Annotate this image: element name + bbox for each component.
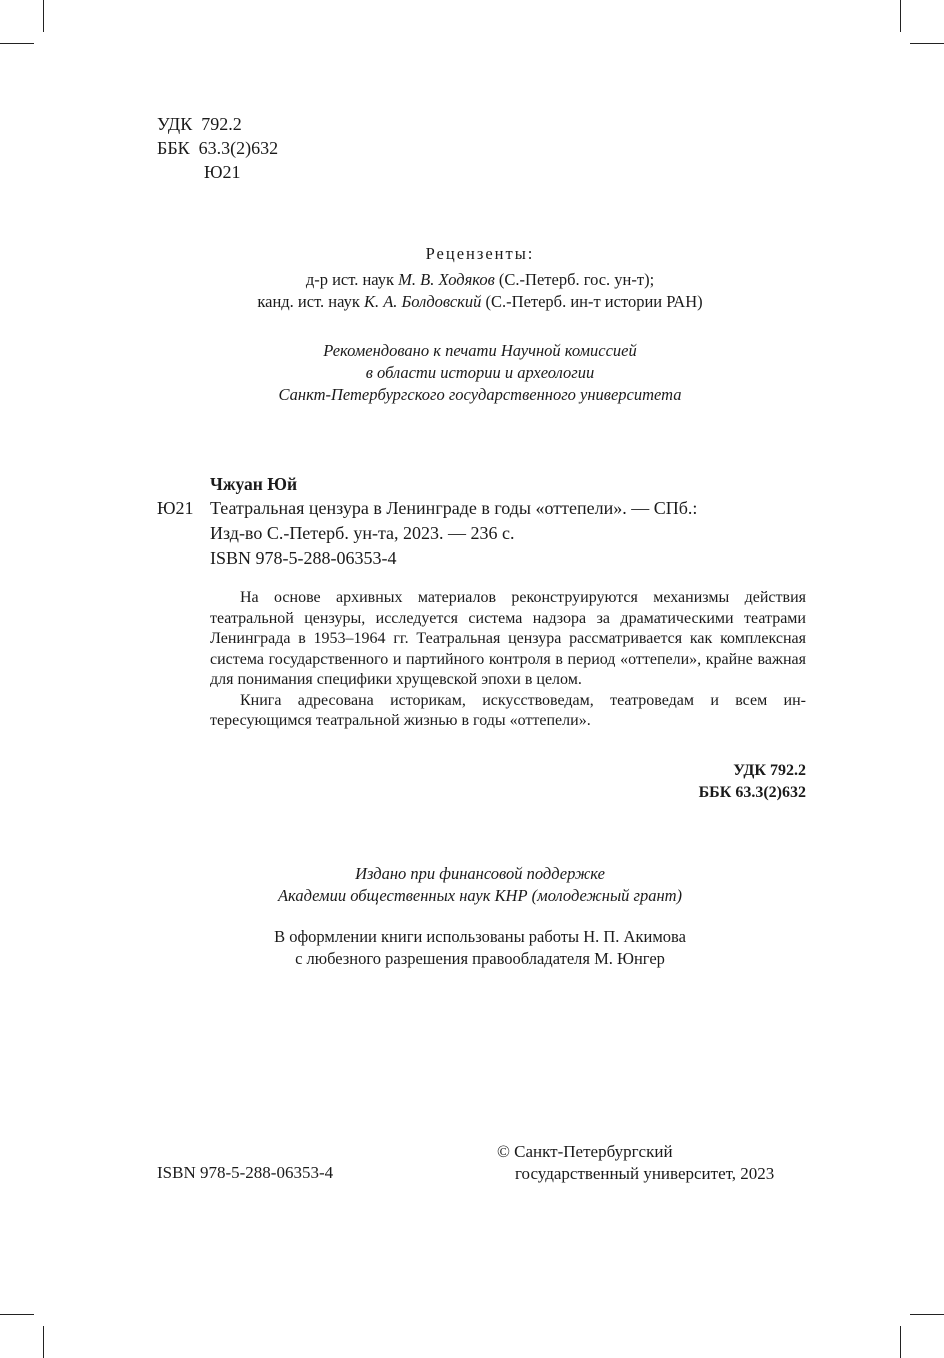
- bibliographic-publisher-line: Изд-во С.-Петерб. ун-та, 2023. — 236 с.: [210, 523, 515, 543]
- design-credit-line-1: В оформлении книги использованы работы Н. П. Акимова: [274, 927, 686, 946]
- crop-mark-top-right-vertical: [900, 0, 901, 32]
- udk-code: УДК 792.2: [157, 114, 242, 134]
- bbk-code: ББК 63.3(2)632: [157, 138, 279, 158]
- recommendation-line-2: в области истории и археологии: [365, 363, 595, 382]
- crop-mark-top-left-horizontal: [0, 43, 34, 44]
- recommendation-line-3: Санкт-Петербургского государственного университета: [278, 385, 682, 404]
- classification-codes-top: [157, 112, 278, 184]
- crop-mark-bottom-right-vertical: [900, 1326, 901, 1358]
- reviewer-1-name: М. В. Ходяков: [398, 270, 495, 289]
- annotation-paragraph-2: Книга адресована историкам, искусствоведам, театроведам и всем интересующимся театральной жизнью в годы «оттепели».: [210, 691, 806, 729]
- crop-mark-top-right-horizontal: [910, 43, 944, 44]
- author-name: Чжуан Юй: [210, 474, 298, 494]
- reviewer-2-affiliation: (С.-Петерб. ин-т истории РАН): [481, 292, 703, 311]
- author-mark: Ю21: [204, 162, 241, 182]
- bibliographic-title-line: Театральная цензура в Ленинграде в годы «оттепели». — СПб.:: [210, 498, 698, 518]
- bibliographic-code: Ю21: [157, 498, 194, 518]
- crop-mark-bottom-left-vertical: [43, 1326, 44, 1358]
- copyright-notice: [497, 1141, 774, 1185]
- classification-codes-bottom: [699, 760, 806, 804]
- annotation-paragraph-1: На основе архивных материалов реконструируются механизмы действия театральной цензуры, исследуется система надзора за драматическими театрами Ленинграда в 1953–1964 гг. Театральная цензура рассматривается как комплексная система государственного и партийного контроля в период «оттепели», крайне важная для понимания специфики хрущевской эпохи в целом.: [210, 589, 806, 688]
- recommendation-block: [130, 340, 830, 406]
- design-credit: [130, 926, 830, 970]
- recommendation-line-1: Рекомендовано к печати Научной комиссией: [323, 341, 637, 360]
- reviewer-1-degree: д-р ист. наук: [305, 270, 399, 289]
- crop-mark-top-left-vertical: [43, 0, 44, 32]
- reviewer-1-affiliation: (С.-Петерб. гос. ун-т);: [494, 270, 655, 289]
- design-credit-line-2: с любезного разрешения правообладателя М. Юнгер: [295, 949, 665, 968]
- reviewer-2-degree: канд. ист. наук: [257, 292, 365, 311]
- copyright-line-2: государственный университет, 2023: [515, 1164, 775, 1183]
- footer-isbn: ISBN 978-5-288-06353-4: [157, 1163, 334, 1182]
- reviewer-1: [130, 269, 830, 291]
- copyright-line-1: © Санкт-Петербургский: [497, 1142, 673, 1161]
- reviewers-title: Рецензенты:: [425, 244, 535, 263]
- funding-note: [130, 863, 830, 907]
- udk-code-bottom: УДК 792.2: [733, 762, 806, 779]
- bbk-code-bottom: ББК 63.3(2)632: [698, 784, 806, 801]
- funding-line-2: Академии общественных наук КНР (молодежный грант): [277, 886, 683, 905]
- reviewer-2: [130, 291, 830, 313]
- bibliographic-body: [210, 496, 807, 571]
- funding-line-1: Издано при финансовой поддержке: [355, 864, 605, 883]
- crop-mark-bottom-right-horizontal: [910, 1314, 944, 1315]
- reviewers-block: [130, 243, 830, 313]
- bibliographic-record: [157, 496, 807, 571]
- bibliographic-isbn: ISBN 978-5-288-06353-4: [210, 548, 397, 568]
- annotation: [210, 588, 806, 732]
- reviewer-2-name: К. А. Болдовский: [364, 292, 482, 311]
- crop-mark-bottom-left-horizontal: [0, 1314, 34, 1315]
